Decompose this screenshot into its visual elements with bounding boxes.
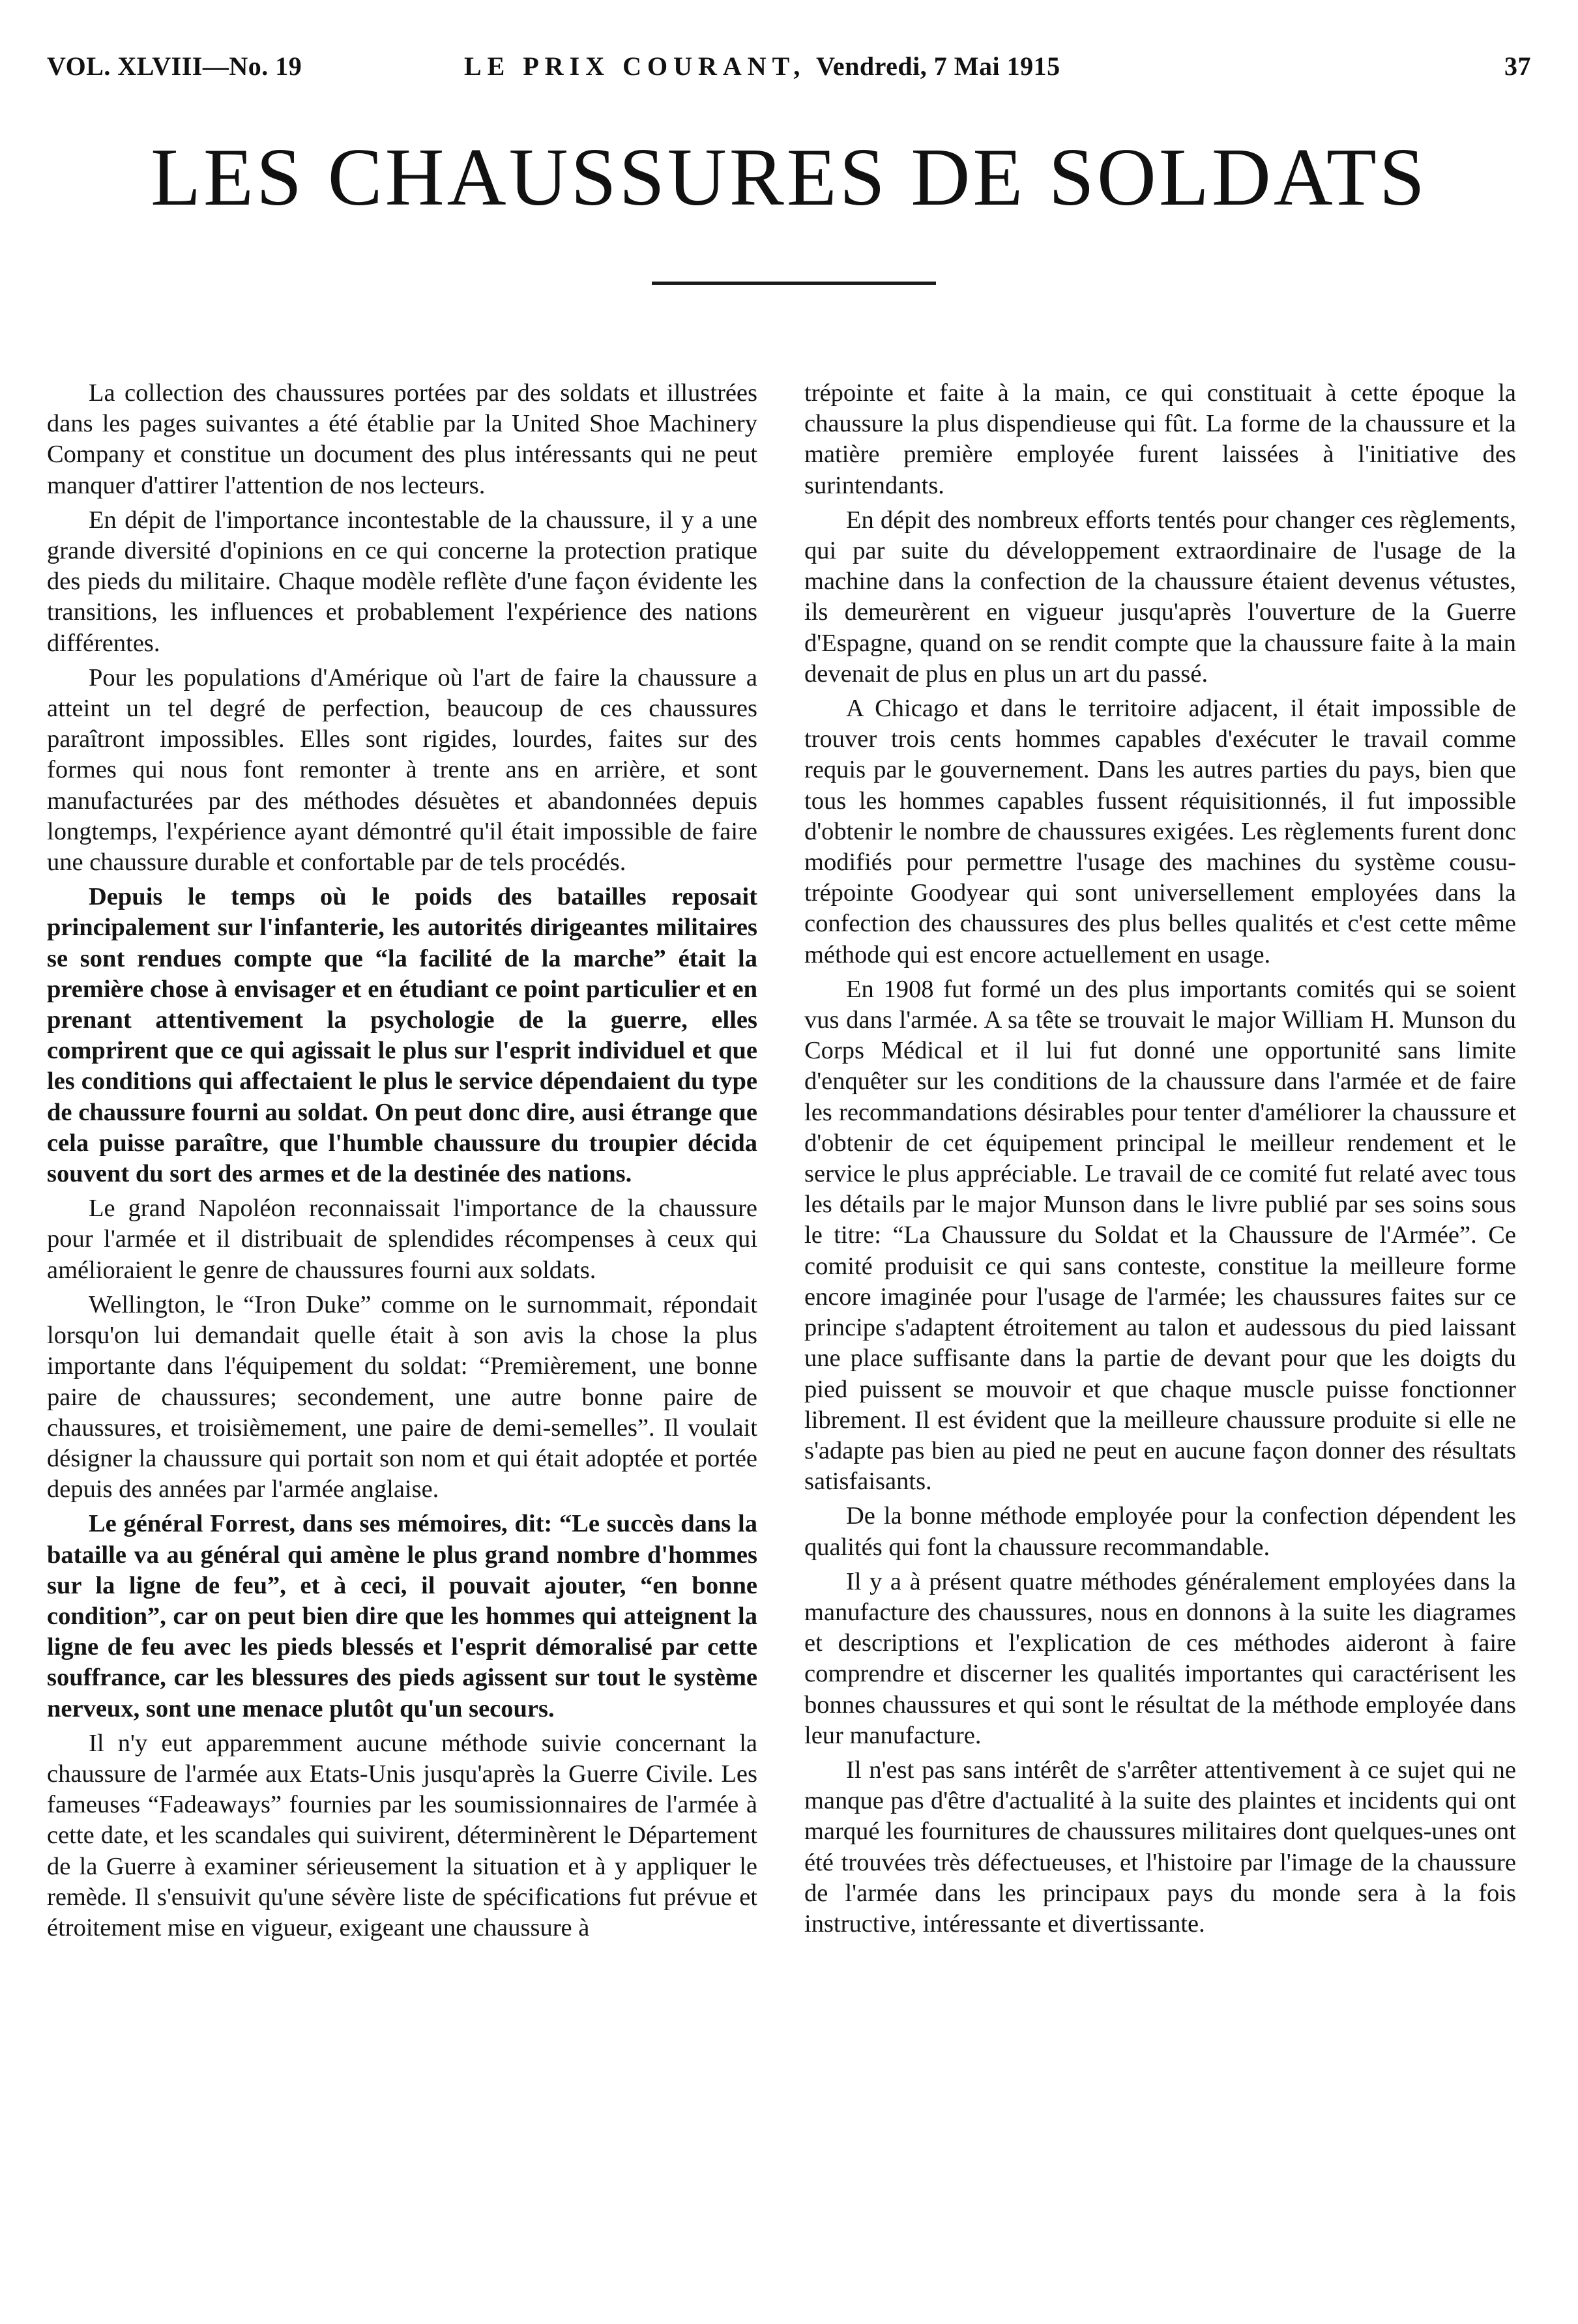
paragraph: Le général Forrest, dans ses mémoires, dit: “Le succès dans la bataille va au général qui amène le plus grand nombre d'hommes sur la ligne de feu”, et à ceci, il pouvait ajouter, “en bonne condition”, car on peut bien dire que les hommes qui atteignent la ligne de feu avec les pieds blessés et l'esprit démoralisé par cette souffrance, car les blessures des pieds agissent sur tout le système nerveux, sont une menace plutôt qu'un secours.: [47, 1510, 757, 1722]
right-column: [804, 378, 1516, 1943]
masthead-line: [464, 51, 1060, 81]
issue-date: Vendredi, 7 Mai 1915: [816, 51, 1060, 81]
paragraph: En dépit de l'importance incontestable de la chaussure, il y a une grande diversité d'opinions en ce qui concerne la protection pratique des pieds du militaire. Chaque modèle reflète d'une façon évidente les transitions, les influences et probablement l'expérience des nations différentes.: [47, 506, 757, 657]
article-title: LES CHAUSSURES DE SOLDATS: [151, 132, 1427, 223]
paragraph: Wellington, le “Iron Duke” comme on le surnommait, répondait lorsqu'on lui demandait quelle était à son avis la chose la plus importante dans l'équipement du soldat: “Premièrement, une bonne paire de chaussures; secondement, une autre bonne paire de chaussures, et troisièmement, une paire de demi-semelles”. Il voulait désigner la chaussure qui portait son nom et qui était adoptée et portée depuis des années par l'armée anglaise.: [47, 1290, 757, 1503]
paragraph: Il n'est pas sans intérêt de s'arrêter attentivement à ce sujet qui ne manque pas d'être d'actualité à la suite des plaintes et incidents qui ont marqué les fournitures de chaussures militaires dont quelques-unes ont été trouvées très défectueuses, et l'histoire par l'image de la chaussure de l'armée dans les principaux pays du monde sera à la fois instructive, intéressante et divertissante.: [804, 1756, 1516, 1938]
paragraph: En dépit des nombreux efforts tentés pour changer ces règlements, qui par suite du développement extraordinaire de l'usage de la machine dans la confection de la chaussure étaient devenus vétustes, ils demeurèrent en vigueur jusqu'après l'ouverture de la Guerre d'Espagne, quand on se rendit compte que la chaussure faite à la main devenait de plus en plus un art du passé.: [804, 506, 1516, 688]
paragraph: Il y a à présent quatre méthodes généralement employées dans la manufacture des chaussures, nous en donnons à la suite les diagrames et descriptions et l'explication de ces méthodes aideront à faire comprendre et discerner les qualités importantes qui caractérisent les bonnes chaussures et qui sont le résultat de la méthode employée dans leur manufacture.: [804, 1567, 1516, 1749]
page-number: 37: [1504, 51, 1531, 81]
paragraph: Pour les populations d'Amérique où l'art de faire la chaussure a atteint un tel degré de perfection, beaucoup de ces chaussures paraîtront impossibles. Elles sont rigides, lourdes, faites sur des formes qui nous font remonter à trente ans en arrière, et sont manufacturées par des méthodes désuètes et abandonnées depuis longtemps, l'expérience ayant démontré qu'il était impossible de faire une chaussure durable et confortable par de tels procédés.: [47, 663, 757, 877]
volume-number: VOL. XLVIII—No. 19: [47, 51, 302, 81]
paragraph: trépointe et faite à la main, ce qui constituait à cette époque la chaussure la plus dispendieuse qui fût. La forme de la chaussure et la matière première employée furent laissées à l'initiative des surintendants.: [804, 379, 1516, 499]
paragraph: Le grand Napoléon reconnaissait l'importance de la chaussure pour l'armée et il distribuait de splendides récompenses à ceux qui amélioraient le genre de chaussures fourni aux soldats.: [47, 1195, 757, 1284]
newspaper-name: LE PRIX COURANT,: [464, 51, 806, 81]
title-divider: [652, 282, 936, 285]
left-column: [47, 378, 757, 1947]
paragraph: A Chicago et dans le territoire adjacent, il était impossible de trouver trois cents hommes capables d'exécuter le travail comme requis par le gouvernement. Dans les autres parties du pays, bien que tous les hommes capables fussent réquisitionnés, il fut impossible d'obtenir le nombre de chaussures exigées. Les règlements furent donc modifiés pour permettre l'usage des machines du système cousu-trépointe Goodyear qui sont universellement employées dans la confection des chaussures des plus belles qualités et c'est cette même méthode qui est encore actuellement en usage.: [804, 695, 1516, 968]
paragraph: Il n'y eut apparemment aucune méthode suivie concernant la chaussure de l'armée aux Etats-Unis jusqu'après la Guerre Civile. Les fameuses “Fadeaways” fournies par les soumissionnaires de l'armée à cette date, et les scandales qui suivirent, déterminèrent le Département de la Guerre à examiner sérieusement la situation et à y appliquer le remède. Il s'ensuivit qu'une sévère liste de spécifications fut prévue et étroitement mise en vigueur, exigeant une chaussure à: [47, 1729, 757, 1941]
paragraph: De la bonne méthode employée pour la confection dépendent les qualités qui font la chaussure recommandable.: [804, 1502, 1516, 1561]
paragraph: Depuis le temps où le poids des batailles reposait principalement sur l'infanterie, les autorités dirigeantes militaires se sont rendues compte que “la facilité de la marche” était la première chose à envisager et en étudiant ce point particulier et en prenant attentivement la psychologie de la guerre, elles comprirent que ce qui agissait le plus sur l'esprit individuel et que les conditions qui affectaient le plus le service dépendaient du type de chaussure fourni au soldat. On peut donc dire, ausi étrange que cela puisse paraître, que l'humble chaussure du troupier décida souvent du sort des armes et de la destinée des nations.: [47, 883, 757, 1188]
page-header: [47, 51, 1531, 90]
paragraph: En 1908 fut formé un des plus importants comités qui se soient vus dans l'armée. A sa tête se trouvait le major William H. Munson du Corps Médical et il lui fut donné une opportunité sans limite d'enquêter sur les conditions de la chaussure dans l'armée et de faire les recommandations désirables pour tenter d'améliorer la chaussure et d'obtenir de cet équipement principal le meilleur rendement et le service le plus appréciable. Le travail de ce comité fut relaté avec tous les détails par le major Munson dans le livre publié par ses soins sous le titre: “La Chaussure du Soldat et la Chaussure de l'Armée”. Ce comité produisit ce qui sans conteste, constitue la meilleure forme encore imaginée pour l'usage de l'armée; les chaussures faites sur ce principe s'adaptent étroitement au talon et audessous du pied laissant une place suffisante dans la partie de devant pour que les doigts du pied puissent se mouvoir et que chaque muscle puisse fonctionner librement. Il est évident que la meilleure chaussure produite si elle ne s'adapte pas bien au pied ne peut en aucune façon donner des résultats satisfaisants.: [804, 975, 1516, 1496]
paragraph: La collection des chaussures portées par des soldats et illustrées dans les pages suivantes a été établie par la United Shoe Machinery Company et constitue un document des plus intéressants qui ne peut manquer d'attirer l'attention de nos lecteurs.: [47, 379, 757, 499]
